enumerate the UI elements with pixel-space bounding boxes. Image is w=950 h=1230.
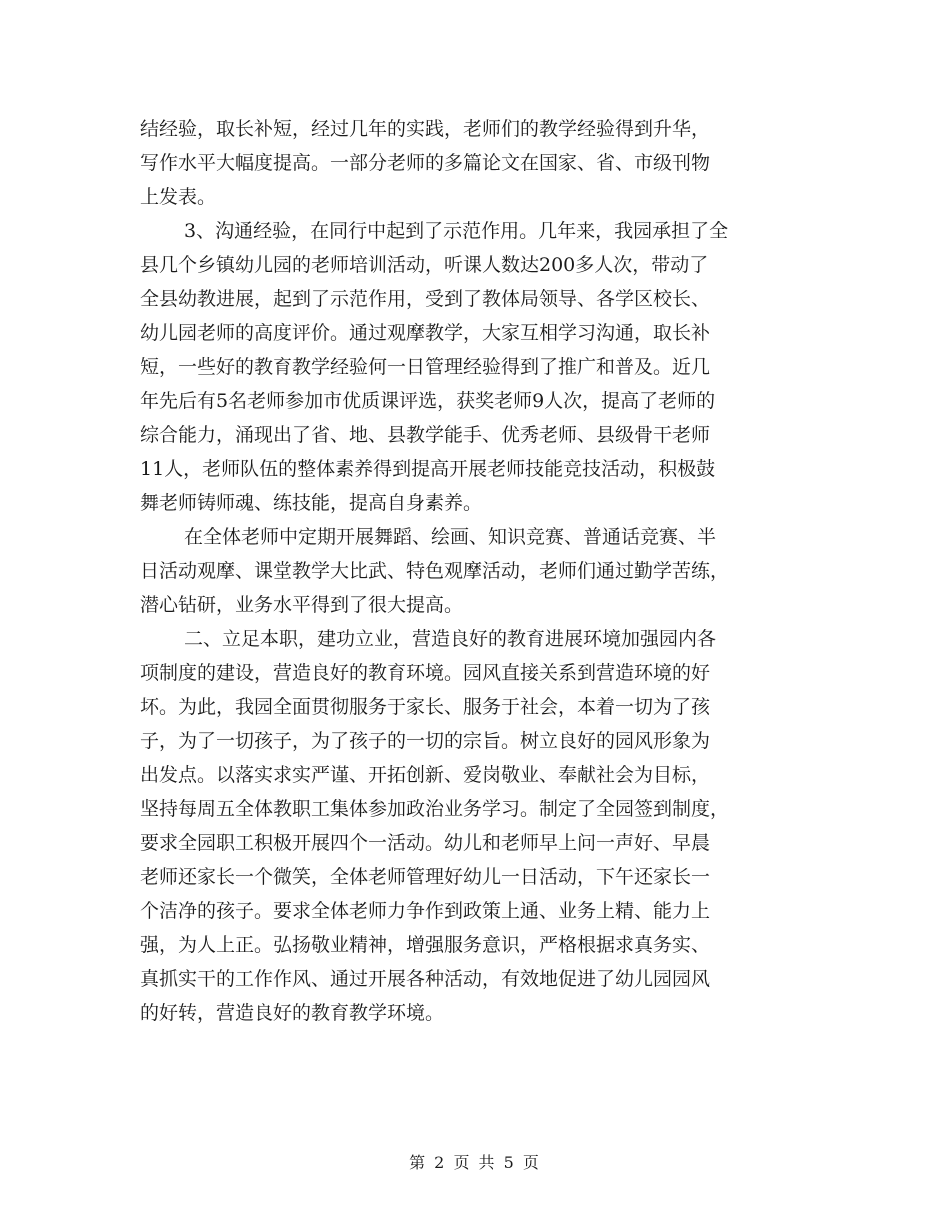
text-line: 坏。为此，我园全面贯彻服务于家长、服务于社会，本着一切为了孩 (140, 696, 711, 718)
text-line: 县几个乡镇幼儿园的老师培训活动，听课人数达200多人次，带动了 (140, 254, 709, 276)
text-line: 项制度的建设，营造良好的教育环境。园风直接关系到营造环境的好 (140, 662, 711, 684)
text-line: 写作水平大幅度提高。一部分老师的多篇论文在国家、省、市级刊物 (140, 152, 711, 174)
text-line: 3、沟通经验，在同行中起到了示范作用。几年来，我园承担了全 (184, 220, 729, 242)
text-line: 全县幼教进展，起到了示范作用，受到了教体局领导、各学区校长、 (140, 288, 711, 310)
text-line: 要求全园职工积极开展四个一活动。幼儿和老师早上问一声好、早晨 (140, 832, 711, 854)
text-line: 个洁净的孩子。要求全体老师力争作到政策上通、业务上精、能力上 (140, 900, 711, 922)
text-line: 综合能力，涌现出了省、地、县教学能手、优秀老师、县级骨干老师 (140, 424, 711, 446)
text-line: 出发点。以落实求实严谨、开拓创新、爱岗敬业、奉献社会为目标， (140, 764, 711, 786)
text-line: 强，为人上正。弘扬敬业精神，增强服务意识，严格根据求真务实、 (140, 934, 711, 956)
body-text (140, 112, 810, 1030)
page-footer: 第 2 页 共 5 页 (409, 1153, 541, 1172)
text-line: 结经验，取长补短，经过几年的实践，老师们的教学经验得到升华， (140, 118, 711, 140)
text-line: 短，一些好的教育教学经验何一日管理经验得到了推广和普及。近几 (140, 356, 711, 378)
text-line: 老师还家长一个微笑，全体老师管理好幼儿一日活动，下午还家长一 (140, 866, 711, 888)
text-line: 子，为了一切孩子，为了孩子的一切的宗旨。树立良好的园风形象为 (140, 730, 711, 752)
text-line: 年先后有5名老师参加市优质课评选，获奖老师9人次，提高了老师的 (140, 390, 716, 412)
text-line: 潜心钻研，业务水平得到了很大提高。 (140, 594, 464, 616)
text-line: 日活动观摩、课堂教学大比武、特色观摩活动，老师们通过勤学苦练， (140, 560, 730, 582)
text-line: 二、立足本职，建功立业，营造良好的教育进展环境加强园内各 (184, 628, 717, 650)
text-line: 幼儿园老师的高度评价。通过观摩教学，大家互相学习沟通，取长补 (140, 322, 711, 344)
text-line: 在全体老师中定期开展舞蹈、绘画、知识竞赛、普通话竞赛、半 (184, 526, 717, 548)
text-line: 的好转，营造良好的教育教学环境。 (140, 1002, 445, 1024)
text-line: 真抓实干的工作作风、通过开展各种活动，有效地促进了幼儿园园风 (140, 968, 711, 990)
text-line: 11人，老师队伍的整体素养得到提高开展老师技能竞技活动，积极鼓 (140, 458, 716, 480)
text-line: 坚持每周五全体教职工集体参加政治业务学习。制定了全园签到制度， (140, 798, 730, 820)
text-line: 上发表。 (140, 186, 217, 208)
text-line: 舞老师铸师魂、练技能，提高自身素养。 (140, 492, 483, 514)
